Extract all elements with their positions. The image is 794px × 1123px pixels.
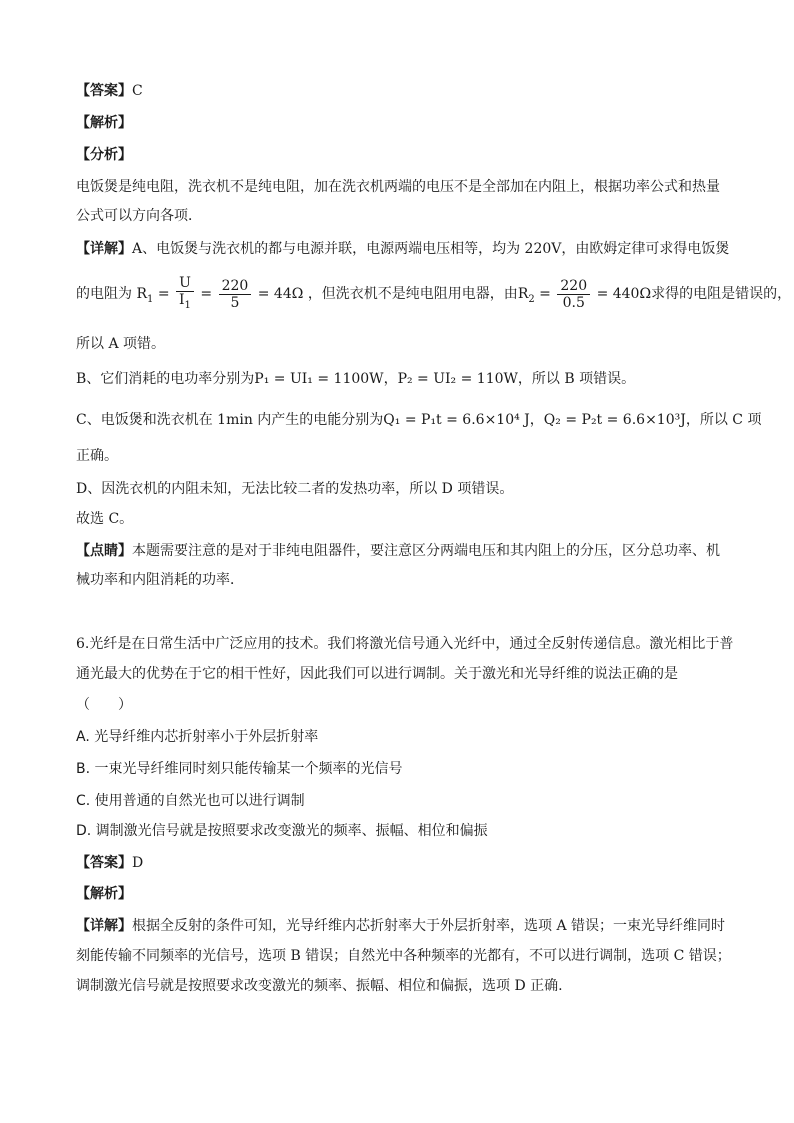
q6-answer-value: D xyxy=(132,855,144,871)
q6-option-d: D. 调制激光信号就是按照要求改变激光的频率、振幅、相位和偏振 xyxy=(76,823,488,839)
q5-detail-tag: 【详解】 xyxy=(76,241,132,257)
q5-point-tag: 【点睛】 xyxy=(76,543,132,559)
q5-answer-tag: 【答案】 xyxy=(76,83,132,99)
q6-detail-line-1: 【详解】根据全反射的条件可知，光导纤维内芯折射率大于外层折射率，选项 A 错误；一束光导纤维同时 xyxy=(76,918,726,934)
q6-answer-tag: 【答案】 xyxy=(76,855,132,871)
q5-conclusion: 故选 C。 xyxy=(76,511,134,527)
q5-detail-line-1: 【详解】A、电饭煲与洗衣机的都与电源并联，电源两端电压相等，均为 220V，由欧姆定律可求得电饭煲 xyxy=(76,241,730,257)
q6-answer-line xyxy=(76,853,726,873)
c-q1-formula: Q₁ = P₁t = 6.6×10⁴ J xyxy=(383,412,530,428)
q6-analysis-heading: 【解析】 xyxy=(76,886,132,902)
q5-answer-line xyxy=(76,81,726,101)
q6-option-a: A. 光导纤维内芯折射率小于外层折射率 xyxy=(76,729,319,745)
q6-detail-tag: 【详解】 xyxy=(76,918,132,934)
b-p2-formula: P₂ = UI₂ = 110W xyxy=(397,371,518,387)
r1-fraction-ui: $\frac{U}{I_1}$ xyxy=(176,275,194,314)
q6-option-c: C. 使用普通的自然光也可以进行调制 xyxy=(76,793,305,809)
q6-detail-line-2: 刻能传输不同频率的光信号，选项 B 错误；自然光中各种频率的光都有，不可以进行调制，选项 C 错误； xyxy=(76,948,731,964)
c-q2-formula: Q₂ = P₂t = 6.6×10³J xyxy=(543,412,686,428)
q5-fenxi-text-1: 电饭煲是纯电阻，洗衣机不是纯电阻，加在洗衣机两端的电压不是全部加在内阻上，根据功率公式和热量 xyxy=(76,179,720,195)
q5-detail-line-3: 所以 A 项错。 xyxy=(76,336,166,352)
r2-fraction: $\frac{220}{0.5}$ xyxy=(557,278,590,311)
q5-fenxi-text-2: 公式可以方向各项． xyxy=(76,208,202,224)
q5-answer-value: C xyxy=(132,83,143,99)
q5-fenxi-heading: 【分析】 xyxy=(76,147,132,163)
q6-stem-line-2: 通光最大的优势在于它的相干性好，因此我们可以进行调制。关于激光和光导纤维的说法正确的是 xyxy=(76,666,678,682)
q5-option-d-line: D、因洗衣机的内阻未知，无法比较二者的发热功率，所以 D 项错误。 xyxy=(76,481,514,497)
q5-point-line-2: 械功率和内阻消耗的功率． xyxy=(76,572,244,588)
q6-option-b: B. 一束光导纤维同时刻只能传输某一个频率的光信号 xyxy=(76,761,403,777)
q6-detail-line-3: 调制激光信号就是按照要求改变激光的频率、振幅、相位和偏振，选项 D 正确. xyxy=(76,978,563,994)
q5-detail-formula-line: 的电阻为 $R_1$ = $\frac{U}{I_1}$ = $\frac{220}{5}$ = 44Ω ，但洗衣机不是纯电阻用电器，由$R_2$ = $\frac{220}{0.5}$ = 440Ω求得的电阻是错误的， xyxy=(76,272,726,316)
q5-option-b-line: B、它们消耗的电功率分别为P₁ = UI₁ = 1100W，P₂ = UI₂ = 110W，所以 B 项错误。 xyxy=(76,371,636,387)
q6-stem-line-1: 6.光纤是在日常生活中广泛应用的技术。我们将激光信号通入光纤中，通过全反射传递信息。激光相比于普 xyxy=(76,636,734,652)
r2-formula: $R_2$ = $\frac{220}{0.5}$ = 440Ω xyxy=(517,277,652,311)
q5-point-line-1: 【点睛】本题需要注意的是对于非纯电阻器件，要注意区分两端电压和其内阻上的分压，区分总功率、机 xyxy=(76,543,720,559)
r1-fraction-values: $\frac{220}{5}$ xyxy=(219,278,252,311)
b-p1-formula: P₁ = UI₁ = 1100W xyxy=(254,371,384,387)
q6-stem-line-3: （ ） xyxy=(76,697,132,713)
r1-formula: $R_1$ = $\frac{U}{I_1}$ = $\frac{220}{5}$ = 44Ω xyxy=(136,286,307,302)
q5-option-c-line: C、电饭煲和洗衣机在 1min 内产生的电能分别为Q₁ = P₁t = 6.6×10⁴ J，Q₂ = P₂t = 6.6×10³J，所以 C 项 xyxy=(76,412,762,428)
q5-analysis-heading: 【解析】 xyxy=(76,115,132,131)
q5-option-c-line-2: 正确。 xyxy=(76,448,118,464)
